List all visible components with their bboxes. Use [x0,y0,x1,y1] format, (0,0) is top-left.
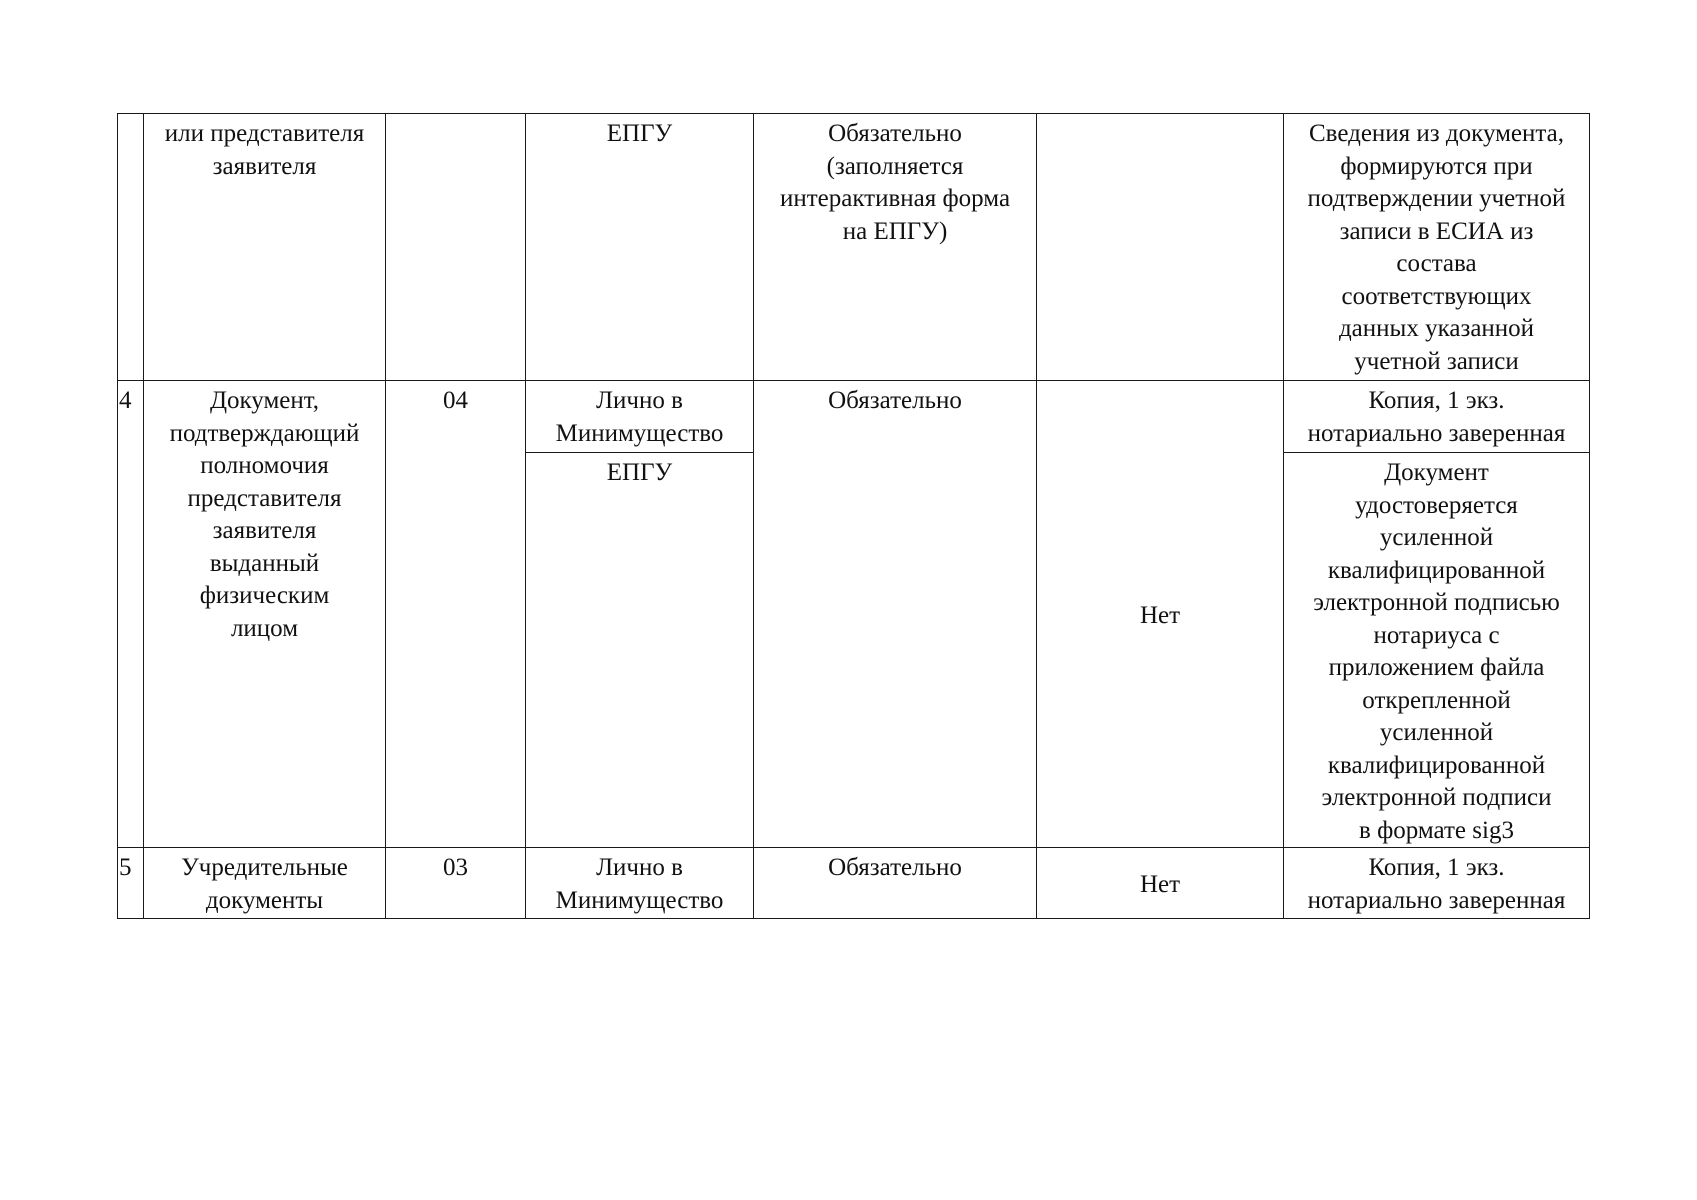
table-row [118,848,1590,919]
required-status-cell: Обязательно (заполняется интерактивная форма на ЕПГУ) [754,114,1037,381]
document-code-cell: 03 [386,848,526,919]
documents-table [117,113,1590,919]
document-name-cell: или представителя заявителя [144,114,386,381]
document-name-cell: Документ, подтверждающий полномочия представителя заявителя выданный физическим лицом [144,381,386,848]
submission-method-cell: ЕПГУ [526,114,754,381]
row-number-cell [118,114,144,381]
table-row [118,381,1590,453]
required-status-cell: Обязательно [754,848,1037,919]
submission-method-cell: ЕПГУ [526,453,754,848]
initiative-cell [1037,114,1284,381]
requirements-cell: Сведения из документа, формируются при подтверждении учетной записи в ЕСИА из состава соответствующих данных указанной учетной записи [1284,114,1590,381]
requirements-cell: Копия, 1 экз. нотариально заверенная [1284,381,1590,453]
document-code-cell [386,114,526,381]
requirements-cell: Документ удостоверяется усиленной квалифицированной электронной подписью нотариуса с приложением файла открепленной усиленной квалифицированной электронной подписи в формате sig3 [1284,453,1590,848]
submission-method-cell: Лично в Минимущество [526,381,754,453]
row-number-cell: 5 [118,848,144,919]
submission-method-cell: Лично в Минимущество [526,848,754,919]
table-row [118,114,1590,381]
document-name-cell: Учредительные документы [144,848,386,919]
row-number-cell: 4 [118,381,144,848]
requirements-cell: Копия, 1 экз. нотариально заверенная [1284,848,1590,919]
initiative-cell: Нет [1037,381,1284,848]
initiative-cell: Нет [1037,848,1284,919]
document-code-cell: 04 [386,381,526,848]
required-status-cell: Обязательно [754,381,1037,848]
